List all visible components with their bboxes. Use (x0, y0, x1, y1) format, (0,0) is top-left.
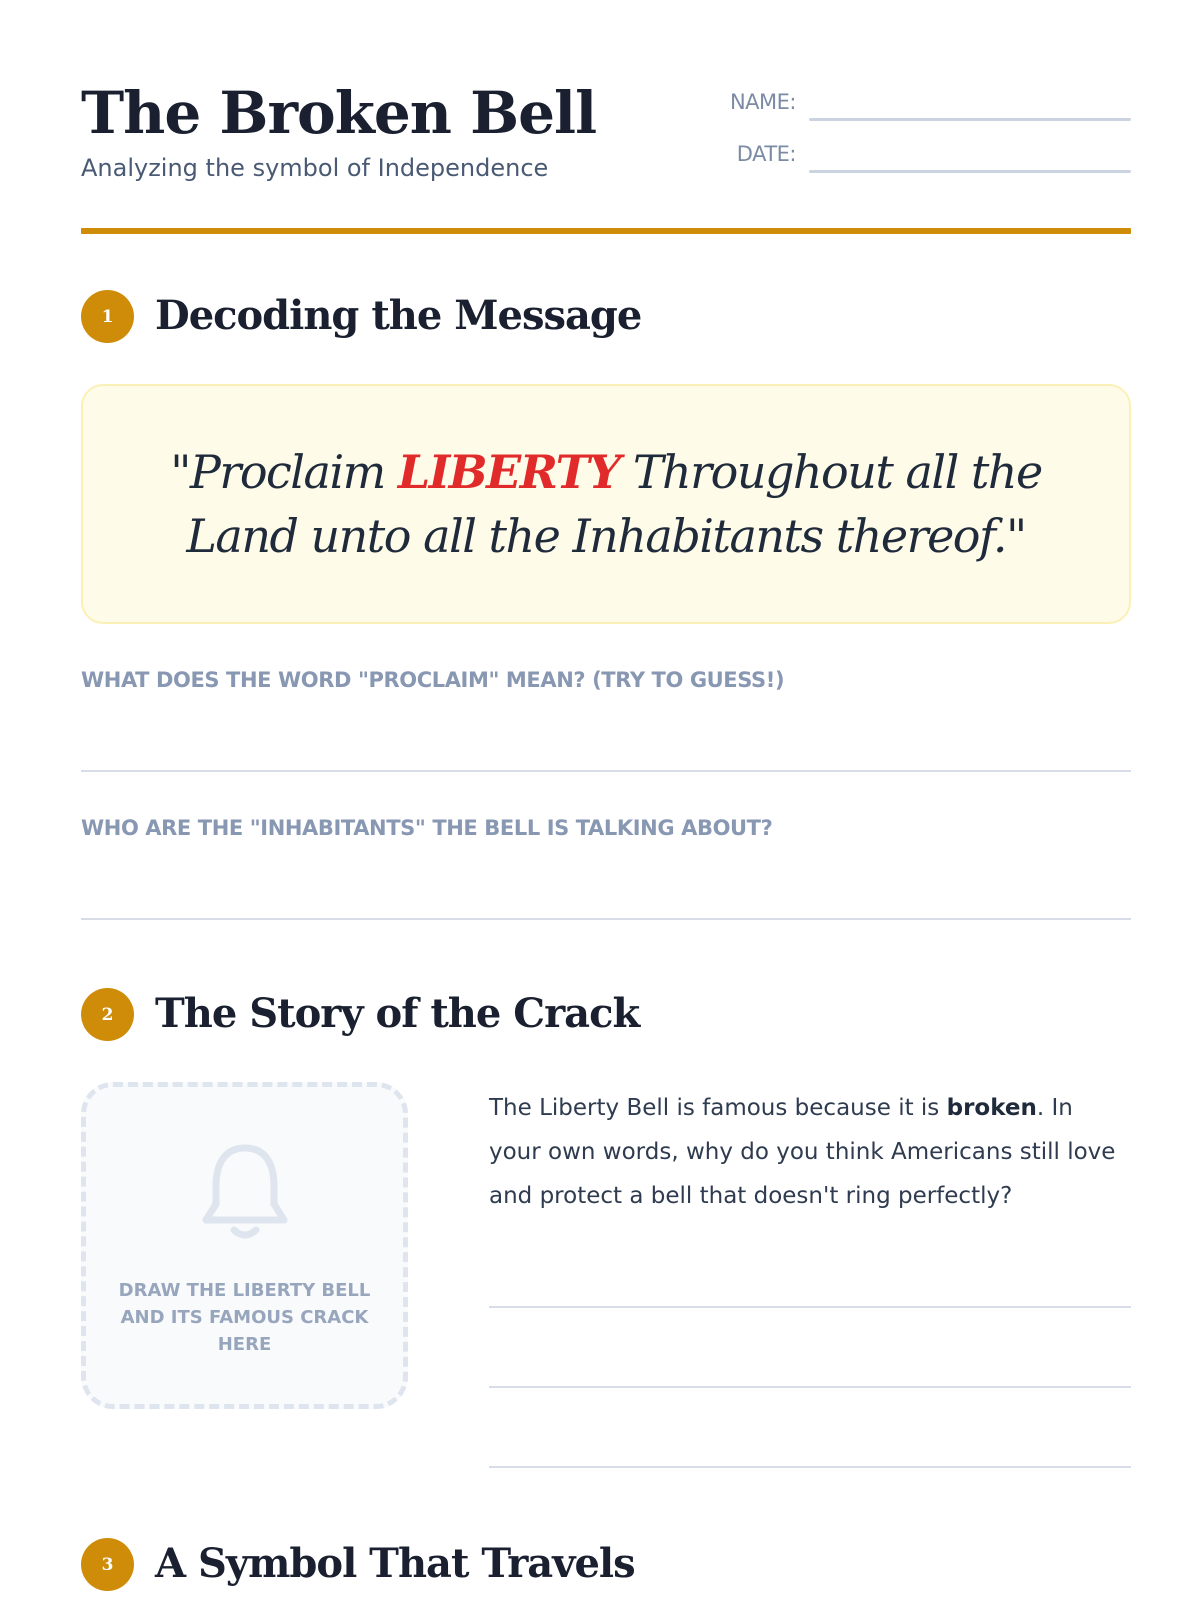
section-1-header (81, 290, 1131, 344)
section-number-badge: 3 (81, 1538, 134, 1591)
page-subtitle: Analyzing the symbol of Independence (81, 154, 549, 182)
date-label: DATE: (736, 142, 796, 166)
section-2-header (81, 988, 1131, 1042)
question-label: WHO ARE THE "INHABITANTS" THE BELL IS TALKING ABOUT? (81, 816, 773, 840)
section-title: A Symbol That Travels (155, 1540, 635, 1587)
header-divider (81, 228, 1131, 234)
drawing-prompt: DRAW THE LIBERTY BELL AND ITS FAMOUS CRACK HERE (118, 1280, 371, 1355)
section-title: Decoding the Message (155, 292, 642, 339)
emphasized-word: broken (946, 1095, 1037, 1121)
quote-highlight: LIBERTY (397, 445, 620, 499)
name-field[interactable] (721, 86, 1131, 130)
answer-line[interactable] (81, 770, 1131, 772)
date-line[interactable] (809, 170, 1131, 173)
quote-box (81, 384, 1131, 624)
worksheet-header (81, 80, 1131, 230)
answer-line[interactable] (489, 1386, 1131, 1388)
question-label: WHAT DOES THE WORD "PROCLAIM" MEAN? (TRY TO GUESS!) (81, 668, 785, 692)
liberty-bell-quote: "Proclaim LIBERTY Throughout all the Land unto all the Inhabitants thereof." (170, 445, 1042, 563)
answer-line[interactable] (489, 1306, 1131, 1308)
drawing-area[interactable] (81, 1082, 408, 1409)
section-3-header (81, 1538, 1131, 1592)
worksheet-page (81, 0, 1131, 1600)
section-number-badge: 1 (81, 290, 134, 343)
bell-icon (198, 1142, 292, 1242)
name-line[interactable] (809, 118, 1131, 121)
answer-line[interactable] (81, 918, 1131, 920)
answer-line[interactable] (489, 1466, 1131, 1468)
page-title: The Broken Bell (81, 79, 597, 147)
section-title: The Story of the Crack (155, 990, 640, 1037)
section-number-badge: 2 (81, 988, 134, 1041)
name-label: NAME: (729, 90, 796, 114)
date-field[interactable] (721, 138, 1131, 182)
story-prompt: The Liberty Bell is famous because it is broken. In your own words, why do you think Americans still love and protect a bell that doesn't ring perfectly? (489, 1095, 1116, 1209)
